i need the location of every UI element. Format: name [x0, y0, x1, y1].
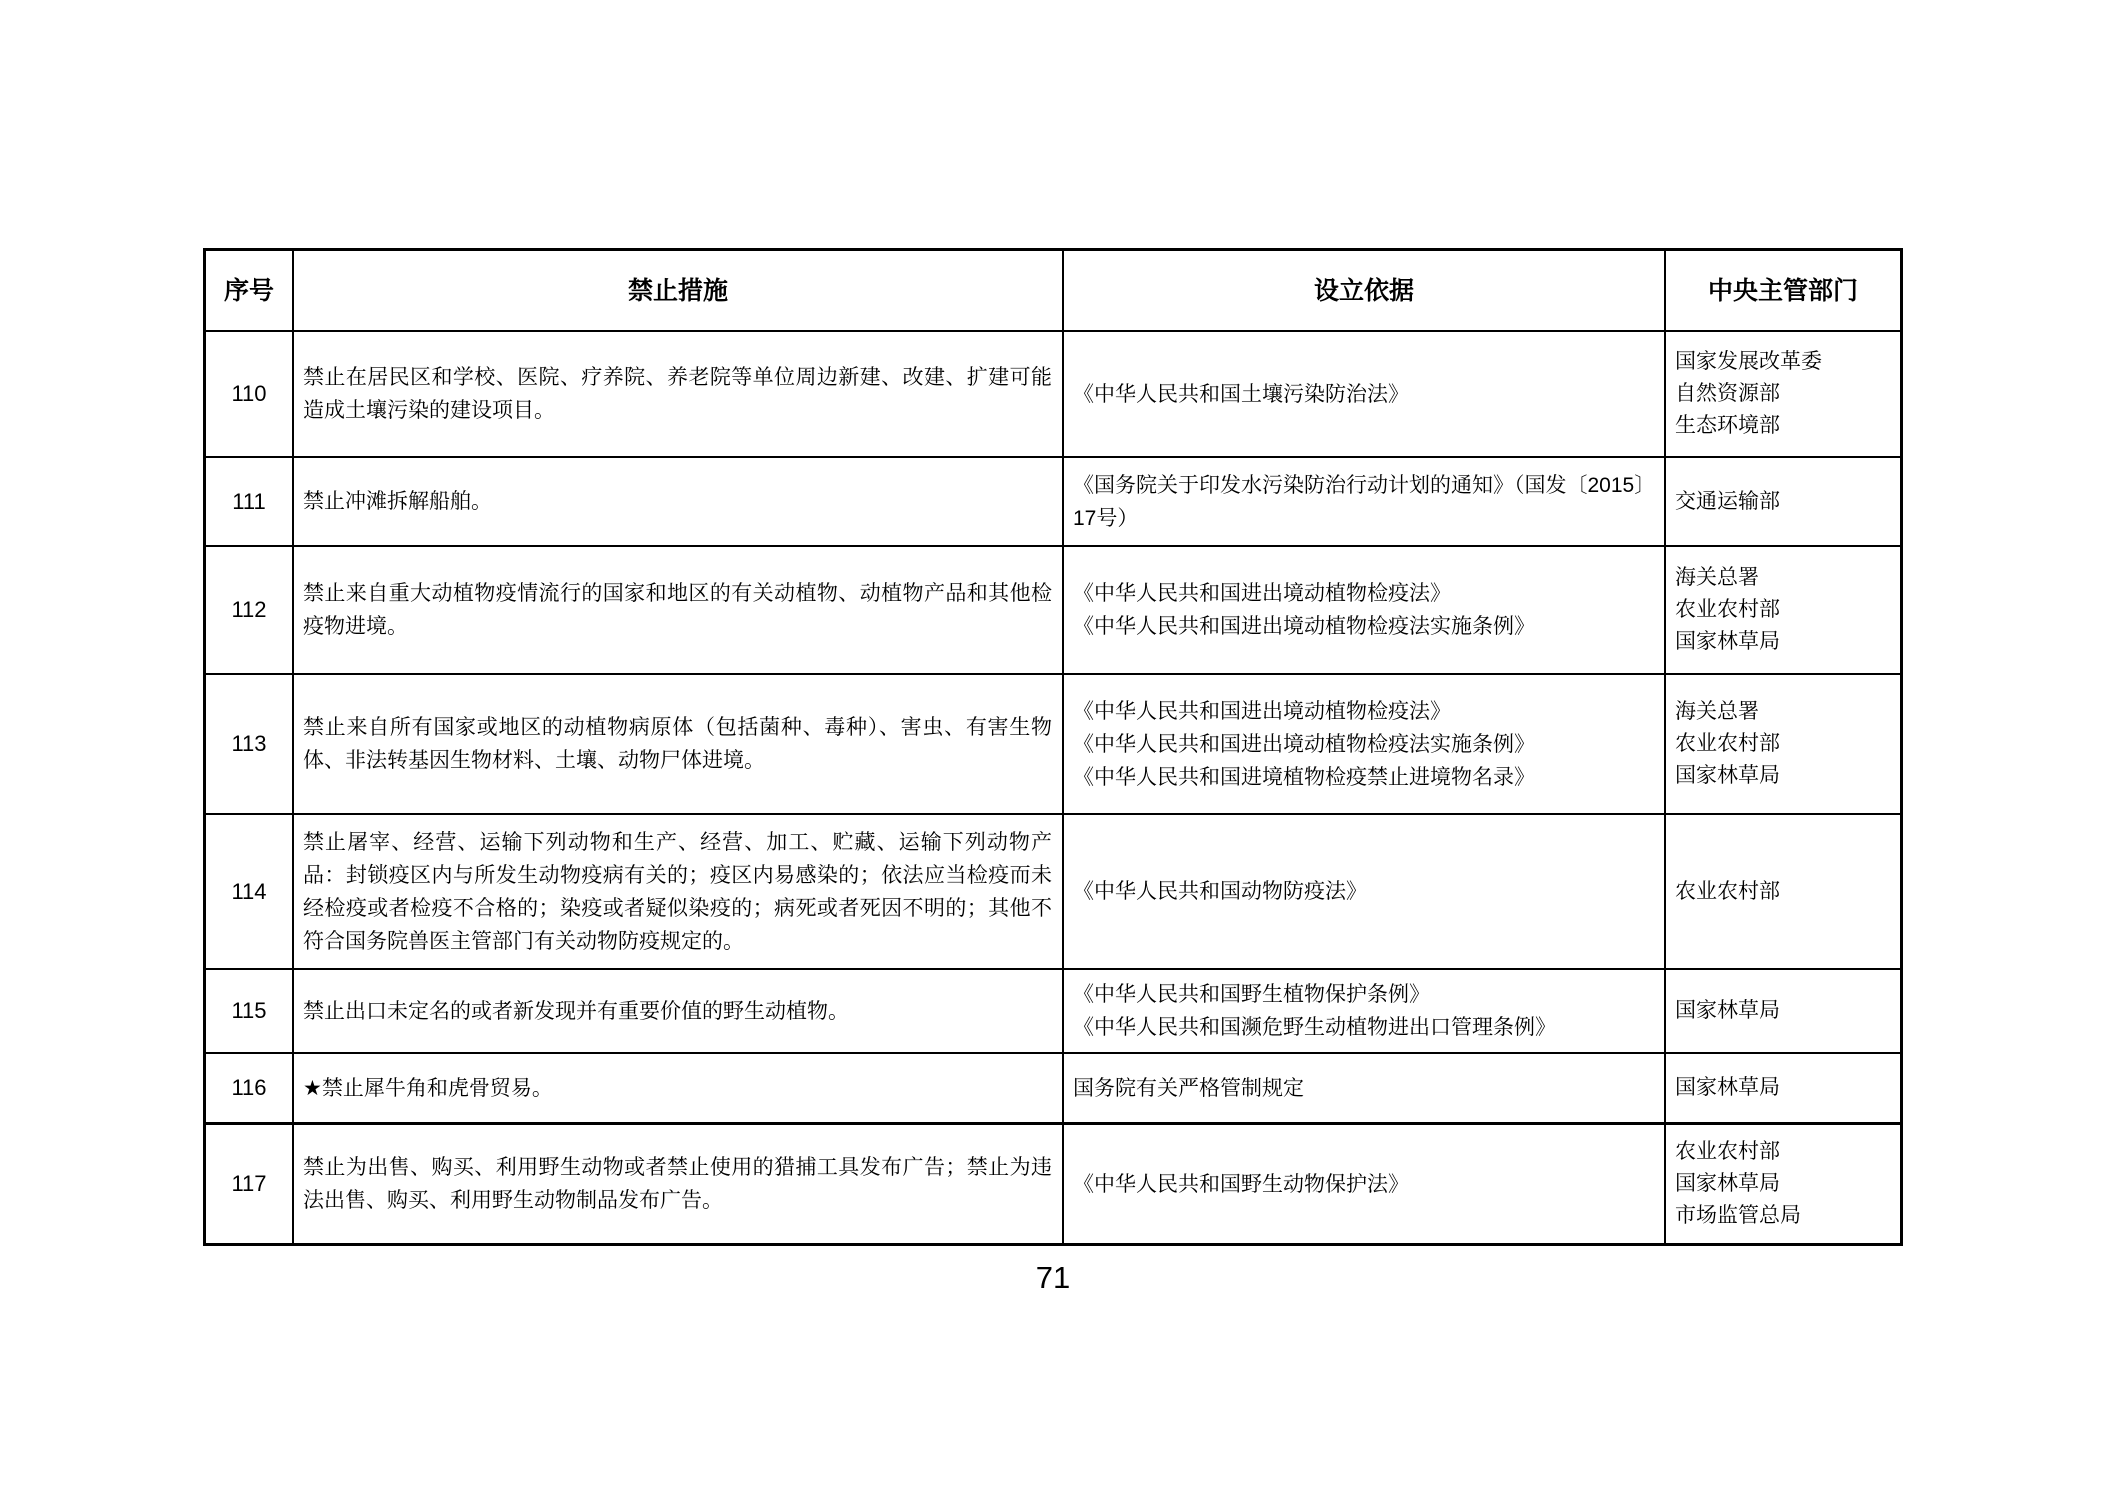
basis-line: 《中华人民共和国进出境动植物检疫法》	[1073, 582, 1451, 605]
basis-line: 国务院有关严格管制规定	[1073, 1076, 1304, 1100]
basis-line: 《中华人民共和国进境植物检疫禁止进境物名录》	[1073, 765, 1535, 789]
department-line: 国家林草局	[1675, 630, 1780, 653]
header-prohibited-measure: 禁止措施	[292, 251, 1062, 330]
table-row	[206, 968, 1900, 1052]
row-serial-number: 117	[231, 1171, 267, 1196]
department-line: 国家林草局	[1675, 1172, 1780, 1195]
row-central-department	[1664, 1054, 1900, 1122]
department-line: 海关总署	[1675, 700, 1759, 723]
department-line: 自然资源部	[1675, 382, 1780, 405]
department-line: 国家发展改革委	[1675, 350, 1822, 373]
row-central-department	[1664, 458, 1900, 545]
row-establishment-basis	[1062, 1054, 1664, 1122]
row-prohibited-measure: 禁止来自重大动植物疫情流行的国家和地区的有关动植物、动植物产品和其他检疫物进境。	[292, 547, 1062, 673]
department-line: 农业农村部	[1675, 1140, 1780, 1163]
row-prohibited-measure: 禁止为出售、购买、利用野生动物或者禁止使用的猎捕工具发布广告；禁止为违法出售、购买、利用野生动物制品发布广告。	[292, 1125, 1062, 1243]
department-line: 海关总署	[1675, 566, 1759, 589]
department-line: 农业农村部	[1675, 598, 1780, 621]
row-central-department	[1664, 675, 1900, 813]
page-number: 71	[1035, 1260, 1071, 1295]
row-prohibited-measure: ★禁止犀牛角和虎骨贸易。	[292, 1054, 1062, 1122]
header-establishment-basis: 设立依据	[1062, 251, 1664, 330]
row-central-department	[1664, 970, 1900, 1052]
basis-line: 《中华人民共和国进出境动植物检疫法实施条例》	[1073, 615, 1535, 638]
row-serial-number: 116	[231, 1075, 267, 1100]
prohibition-measures-table	[203, 248, 1903, 1246]
row-central-department	[1664, 1125, 1900, 1243]
basis-line: 《中华人民共和国进出境动植物检疫法》	[1073, 699, 1451, 723]
table-row	[206, 813, 1900, 968]
basis-line: 《中华人民共和国土壤污染防治法》	[1073, 382, 1409, 406]
row-central-department	[1664, 547, 1900, 673]
table-row	[206, 673, 1900, 813]
department-line: 农业农村部	[1675, 732, 1780, 755]
row-central-department	[1664, 332, 1900, 456]
row-establishment-basis	[1062, 815, 1664, 968]
header-serial-number: 序号	[223, 276, 274, 305]
row-serial-number: 113	[231, 731, 267, 756]
department-line: 交通运输部	[1675, 489, 1780, 513]
row-serial-number: 115	[231, 998, 267, 1023]
row-establishment-basis	[1062, 458, 1664, 545]
department-line: 农业农村部	[1675, 879, 1780, 903]
table-row	[206, 330, 1900, 456]
table-row	[206, 1052, 1900, 1122]
table-header-row	[206, 251, 1900, 330]
department-line: 国家林草局	[1675, 1076, 1780, 1099]
department-line: 生态环境部	[1675, 414, 1780, 437]
row-serial-number: 114	[231, 878, 267, 904]
basis-line: 《中华人民共和国濒危野生动植物进出口管理条例》	[1073, 1016, 1556, 1039]
row-establishment-basis	[1062, 675, 1664, 813]
basis-line: 《中华人民共和国野生植物保护条例》	[1073, 983, 1430, 1006]
row-serial-number: 112	[231, 597, 267, 622]
row-prohibited-measure: 禁止出口未定名的或者新发现并有重要价值的野生动植物。	[292, 970, 1062, 1052]
row-establishment-basis	[1062, 1125, 1664, 1243]
row-establishment-basis	[1062, 547, 1664, 673]
table-row	[206, 1122, 1900, 1243]
table-body	[206, 330, 1900, 1243]
row-prohibited-measure: 禁止在居民区和学校、医院、疗养院、养老院等单位周边新建、改建、扩建可能造成土壤污染的建设项目。	[292, 332, 1062, 456]
row-central-department	[1664, 815, 1900, 968]
row-prohibited-measure: 禁止来自所有国家或地区的动植物病原体（包括菌种、毒种）、害虫、有害生物体、非法转基因生物材料、土壤、动物尸体进境。	[292, 675, 1062, 813]
basis-line: 《中华人民共和国野生动物保护法》	[1073, 1172, 1409, 1196]
row-prohibited-measure: 禁止屠宰、经营、运输下列动物和生产、经营、加工、贮藏、运输下列动物产品：封锁疫区内与所发生动物疫病有关的；疫区内易感染的；依法应当检疫而未经检疫或者检疫不合格的；染疫或者疑似染疫的；病死或者死因不明的；其他不符合国务院兽医主管部门有关动物防疫规定的。	[292, 815, 1062, 968]
basis-line: 《国务院关于印发水污染防治行动计划的通知》（国发〔2015〕17号）	[1073, 473, 1645, 530]
department-line: 市场监管总局	[1675, 1204, 1801, 1227]
row-serial-number: 110	[231, 381, 267, 406]
table-row	[206, 456, 1900, 545]
department-line: 国家林草局	[1675, 999, 1780, 1022]
department-line: 国家林草局	[1675, 764, 1780, 787]
row-prohibited-measure: 禁止冲滩拆解船舶。	[292, 458, 1062, 545]
table-row	[206, 545, 1900, 673]
row-serial-number: 111	[232, 488, 266, 514]
row-establishment-basis	[1062, 970, 1664, 1052]
basis-line: 《中华人民共和国动物防疫法》	[1073, 880, 1367, 903]
header-central-department: 中央主管部门	[1664, 251, 1900, 330]
row-establishment-basis	[1062, 332, 1664, 456]
basis-line: 《中华人民共和国进出境动植物检疫法实施条例》	[1073, 732, 1535, 756]
